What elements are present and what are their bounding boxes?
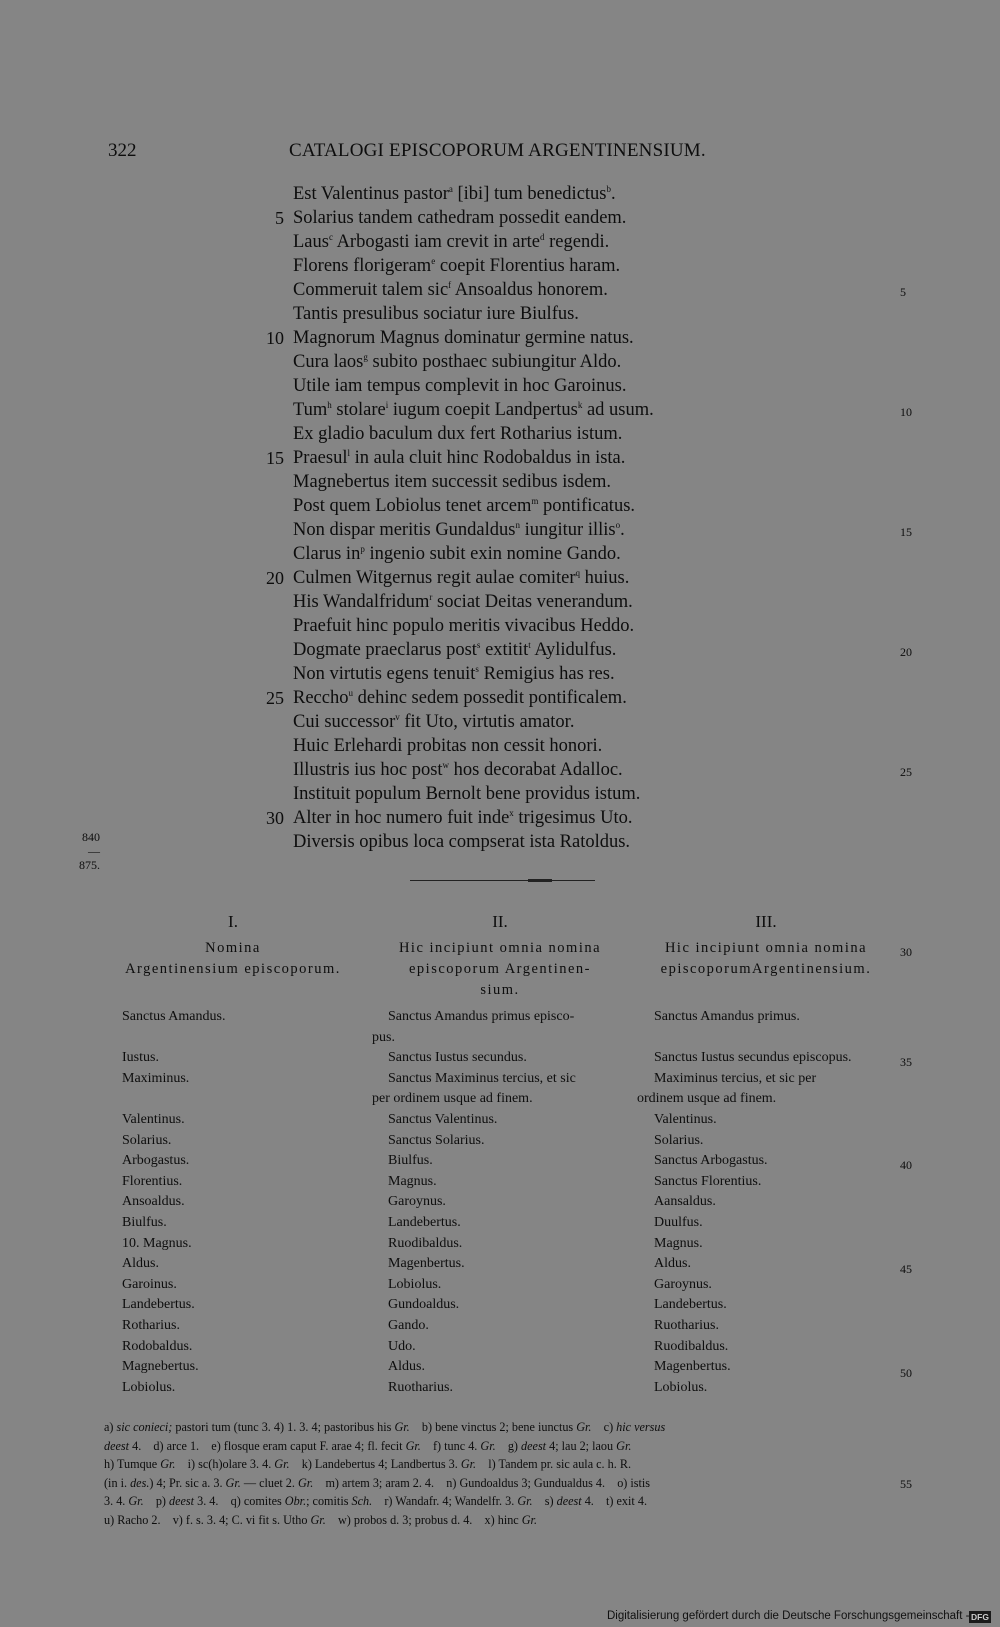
table-cell-col2: per ordinem usque ad finem.	[372, 1091, 533, 1107]
footnote-line: u) Racho 2. v) f. s. 3. 4; C. vi fit s. Utho Gr. w) probos d. 3; probus d. 4. x) hinc Gr.	[104, 1513, 537, 1527]
table-cell-col1: Ansoaldus.	[122, 1194, 185, 1210]
table-cell-col2: Ruodibaldus.	[388, 1235, 463, 1251]
poem-line: Dogmate praeclarus post$^s$ extitit$^t$ Aylidulfus.	[293, 640, 617, 661]
column-title-line: Argentinensium episcoporum.	[125, 961, 341, 977]
table-cell-col1: Garoinus.	[122, 1276, 177, 1292]
poem-line: Utile iam tempus complevit in hoc Garoinus.	[293, 376, 627, 396]
poem-line: His Wandalfridum$^r$ sociat Deitas venerandum.	[293, 592, 633, 613]
table-cell-col2: Aldus.	[388, 1359, 425, 1375]
table-cell-col2: Ruotharius.	[388, 1379, 453, 1395]
table-cell-col1: Solarius.	[122, 1132, 172, 1148]
poem-line-number: 25	[266, 688, 284, 708]
column-numeral: I.	[228, 912, 238, 931]
table-cell-col3: Sanctus Arbogastus.	[654, 1153, 768, 1169]
margin-line-number: 40	[900, 1158, 912, 1172]
table-cell-col3: Aansaldus.	[654, 1194, 716, 1210]
table-cell-col3: Magnus.	[654, 1235, 703, 1251]
poem-line: Praefuit hinc populo meritis vivacibus Heddo.	[293, 616, 635, 636]
running-head: CATALOGI EPISCOPORUM ARGENTINENSIUM.	[289, 140, 706, 161]
table-cell-col1: Landebertus.	[122, 1297, 195, 1313]
poem-line: Florens florigeram$^e$ coepit Florentius haram.	[293, 256, 621, 277]
margin-line-number: 35	[900, 1055, 912, 1069]
poem-line: Culmen Witgernus regit aulae comiter$^q$ huius.	[293, 568, 630, 589]
table-cell-col3: Magenbertus.	[654, 1359, 731, 1375]
poem-line: Alter in hoc numero fuit inde$^x$ trigesimus Uto.	[293, 808, 633, 829]
table-cell-col3: Duulfus.	[654, 1215, 703, 1230]
poem-line: Tantis presulibus sociatur iure Biulfus.	[293, 304, 579, 324]
column-title-line: episcoporumArgentinensium.	[660, 961, 872, 977]
digitization-credit: Digitalisierung gefördert durch die Deutsche Forschungsgemeinschaft -	[607, 1610, 970, 1622]
margin-line-number: 15	[900, 525, 912, 539]
table-cell-col2: Magnus.	[388, 1173, 437, 1189]
table-cell-col2: Sanctus Solarius.	[388, 1132, 485, 1148]
table-cell-col1: Magnebertus.	[122, 1359, 199, 1375]
poem-line: Commeruit talem sic$^f$ Ansoaldus honorem.	[293, 280, 608, 301]
poem-line: Post quem Lobiolus tenet arcem$^m$ pontificatus.	[293, 496, 636, 517]
table-cell-col1: Iustus.	[122, 1050, 159, 1066]
table-cell-col1: Sanctus Amandus.	[122, 1009, 226, 1024]
table-cell-col2: Sanctus Valentinus.	[388, 1112, 498, 1127]
poem-line: Cui successor$^v$ fit Uto, virtutis amator.	[293, 712, 575, 733]
margin-line-number: 50	[900, 1366, 912, 1380]
footnote-line: h) Tumque Gr. i) sc(h)olare 3. 4. Gr. k) Landebertus 4; Landbertus 3. Gr. l) Tandem pr. sic aula c. h. R.	[104, 1457, 632, 1472]
poem-line: Ex gladio baculum dux fert Rotharius istum.	[293, 424, 623, 444]
table-cell-col2: pus.	[372, 1029, 395, 1045]
poem-line-number: 10	[266, 328, 284, 348]
table-cell-col3: Landebertus.	[654, 1297, 727, 1313]
table-cell-col1: Maximinus.	[122, 1070, 190, 1086]
poem-line: Tum$^h$ stolare$^i$ iugum coepit Landpertus$^k$ ad usum.	[293, 400, 654, 421]
table-cell-col2: Lobiolus.	[388, 1276, 442, 1292]
table-cell-col2: Sanctus Amandus primus episco-	[388, 1009, 575, 1024]
margin-line-number: 25	[900, 765, 912, 779]
table-cell-col3: Valentinus.	[654, 1112, 717, 1127]
column-numeral: II.	[492, 912, 508, 931]
poem-line-number: 15	[266, 448, 284, 468]
page-number: 322	[108, 140, 137, 161]
poem-line: Reccho$^u$ dehinc sedem possedit pontificalem.	[293, 688, 627, 709]
poem-line: Non virtutis egens tenuit$^s$ Remigius has res.	[293, 664, 615, 685]
table-cell-col3: Ruodibaldus.	[654, 1338, 729, 1354]
separator-ornament	[528, 879, 552, 882]
dfg-logo: DFG	[971, 1612, 989, 1622]
table-cell-col1: Arbogastus.	[122, 1153, 190, 1169]
table-cell-col3: Aldus.	[654, 1256, 691, 1272]
poem-line-number: 30	[266, 808, 284, 828]
table-cell-col2: Garoynus.	[388, 1194, 446, 1210]
table-cell-col1: Lobiolus.	[122, 1379, 176, 1395]
table-cell-col1: Florentius.	[122, 1173, 183, 1189]
year-start: 840	[82, 830, 100, 844]
margin-line-number: 5	[900, 285, 906, 299]
poem-line: Illustris ius hoc post$^w$ hos decorabat Adalloc.	[293, 760, 623, 781]
table-cell-col2: Gando.	[388, 1318, 429, 1333]
table-cell-col2: Biulfus.	[388, 1153, 433, 1169]
table-cell-col3: Garoynus.	[654, 1276, 712, 1292]
margin-line-number: 30	[900, 945, 912, 959]
poem-line: Clarus $in^p$ ingenio subit exin nomine Gando.	[293, 544, 621, 565]
table-cell-col1: 10. Magnus.	[122, 1235, 192, 1251]
table-cell-col2: Sanctus Maximinus tercius, et sic	[388, 1070, 576, 1086]
table-cell-col3: Sanctus Florentius.	[654, 1173, 762, 1189]
column-numeral: III.	[755, 912, 777, 931]
poem-line: Huic Erlehardi probitas non cessit honori.	[293, 736, 603, 756]
poem-line: Non dispar meritis Gundaldus$^n$ iungitur illis$^o$.	[293, 520, 625, 541]
table-cell-col3: Ruotharius.	[654, 1318, 719, 1333]
poem-line: Magnorum Magnus dominatur germine natus.	[293, 328, 634, 348]
column-title-line: Nomina	[205, 940, 261, 956]
table-cell-col3: Sanctus Iustus secundus episcopus.	[654, 1050, 852, 1066]
poem-line: Diversis opibus loca compserat ista Ratoldus.	[293, 832, 631, 852]
table-cell-col1: Rotharius.	[122, 1318, 180, 1333]
poem-line: Cura laos$^g$ subito posthaec subiungitur Aldo.	[293, 352, 622, 373]
table-cell-col3: Sanctus Amandus primus.	[654, 1009, 800, 1024]
footnote-margin-number: 55	[900, 1476, 912, 1491]
column-title-line: Hic incipiunt omnia nomina	[398, 940, 602, 956]
separator-rule	[410, 880, 595, 881]
table-cell-col3: ordinem usque ad finem.	[637, 1091, 777, 1107]
column-title-line: sium.	[480, 982, 520, 998]
poem-line: Laus$^c$ Arbogasti iam crevit in arte$^d$ regendi.	[293, 232, 610, 253]
poem-line-number: 5	[275, 208, 284, 228]
poem-line: Est Valentinus pastor$^a$ [ibi] tum benedictus$^b$.	[293, 184, 616, 205]
poem-line-number: 20	[266, 568, 284, 588]
margin-line-number: 45	[900, 1262, 912, 1276]
table-cell-col2: Gundoaldus.	[388, 1297, 460, 1313]
margin-line-number: 20	[900, 645, 912, 659]
column-title-line: Hic incipiunt omnia nomina	[664, 940, 868, 956]
table-cell-col1: Valentinus.	[122, 1112, 185, 1127]
table-cell-col2: Udo.	[388, 1338, 416, 1354]
poem-line: Instituit populum Bernolt bene providus istum.	[293, 784, 641, 804]
table-cell-col1: Rodobaldus.	[122, 1338, 193, 1354]
poem-line: Praesul$^l$ in aula cluit hinc Rodobaldus in ista.	[293, 448, 626, 469]
footnote-line: deest 4. d) arce 1. e) flosque eram caput F. arae 4; fl. fecit Gr. f) tunc 4. Gr. g) deest 4; lau 2; laou Gr.	[104, 1438, 632, 1453]
footnote-line: 3. 4. Gr. p) deest 3. 4. q) comites Obr.; comitis Sch. r) Wandafr. 4; Wandelfr. 3. Gr. s) deest 4. t) exit 4.	[104, 1494, 647, 1509]
table-cell-col2: Magenbertus.	[388, 1256, 465, 1272]
table-cell-col2: Sanctus Iustus secundus.	[388, 1050, 527, 1066]
table-cell-col1: Aldus.	[122, 1256, 159, 1272]
year-end: —875.	[79, 844, 100, 872]
table-cell-col3: Solarius.	[654, 1132, 704, 1148]
footnote-line: (in i. des.) 4; Pr. sic a. 3. Gr. — cluet 2. Gr. m) artem 3; aram 2. 4. n) Gundoaldus 3; Gundualdus 4. o) istis	[104, 1475, 651, 1490]
footnote-line: a) sic conieci; pastori tum (tunc 3. 4) 1. 3. 4; pastoribus his Gr. b) bene vinctus 2; bene iunctus Gr. c) hic versus	[104, 1420, 666, 1434]
table-cell-col3: Lobiolus.	[654, 1379, 708, 1395]
table-cell-col1: Biulfus.	[122, 1215, 167, 1230]
table-cell-col2: Landebertus.	[388, 1215, 461, 1230]
column-title-line: episcoporum Argentinen-	[408, 961, 592, 977]
table-cell-col3: Maximinus tercius, et sic per	[654, 1070, 817, 1086]
year-side-note	[70, 830, 100, 872]
margin-line-number: 10	[900, 405, 912, 419]
poem-line: Solarius tandem cathedram possedit eandem.	[293, 208, 627, 228]
poem-line: Magnebertus item successit sedibus isdem.	[293, 472, 612, 492]
